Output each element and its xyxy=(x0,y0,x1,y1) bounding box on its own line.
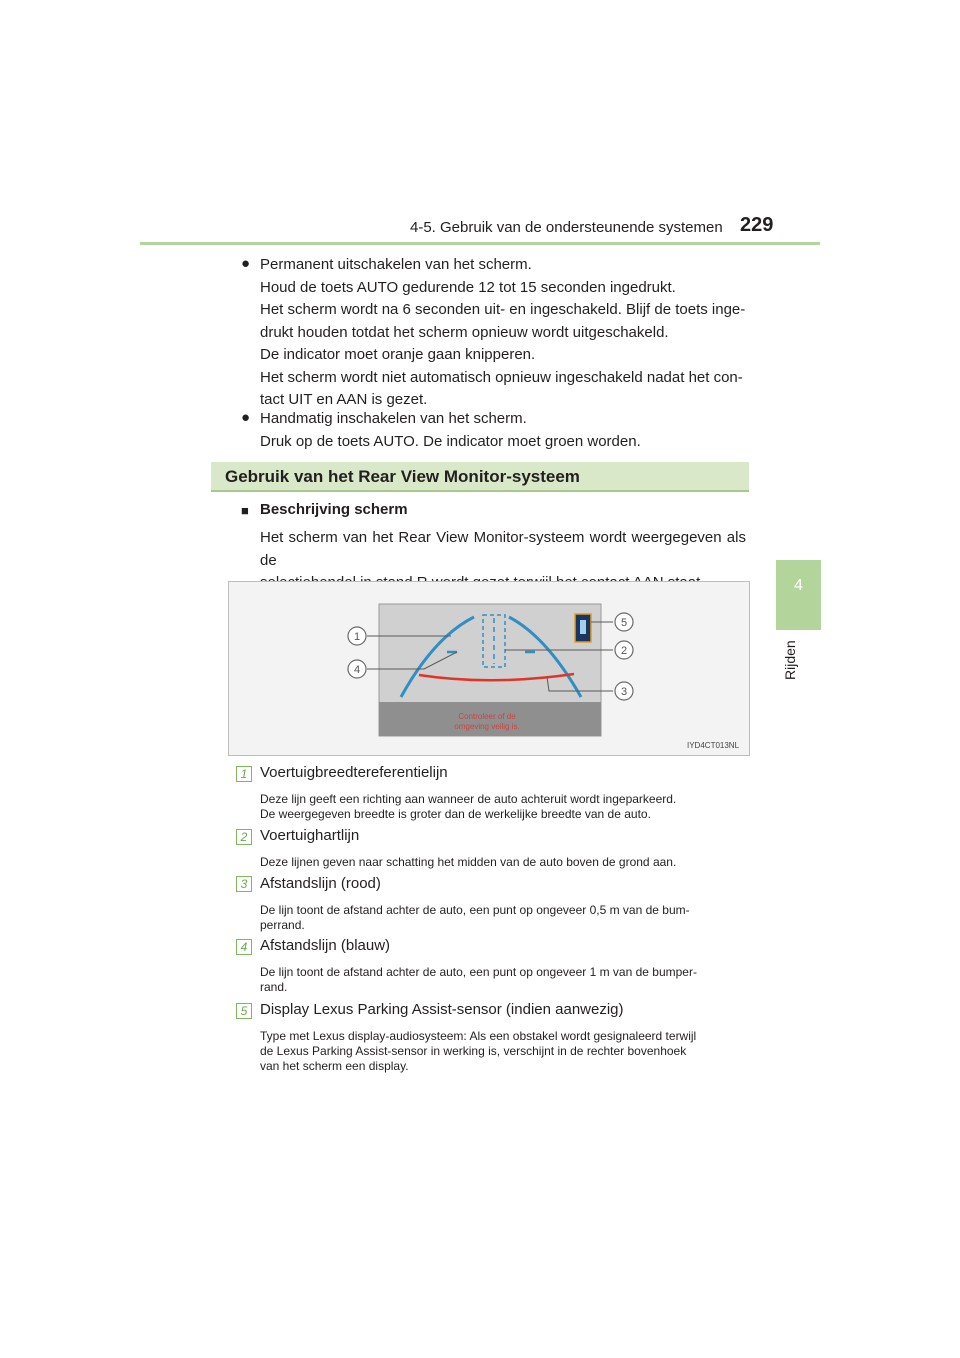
callout-2-label: 2 xyxy=(620,645,628,657)
text-line: van het scherm een display. xyxy=(260,1059,409,1073)
text-line: De indicator moet oranje gaan knipperen. xyxy=(260,346,536,363)
item-number-badge: 5 xyxy=(236,1003,252,1019)
running-header-section: 4-5. Gebruik van de ondersteunende systemen xyxy=(410,219,723,236)
text-line: Deze lijnen geven naar schatting het midden van de auto boven de grond aan. xyxy=(260,855,677,869)
callout-1-label: 1 xyxy=(353,631,361,643)
chapter-number: 4 xyxy=(794,577,803,594)
screen-message-line-1: Controleer of de xyxy=(458,712,516,721)
item-title: Afstandslijn (blauw) xyxy=(260,937,391,954)
item-title: Voertuigbreedtereferentielijn xyxy=(260,764,448,781)
text-line: Het scherm wordt na 6 seconden uit- en ingeschakeld. Blijf de toets inge- xyxy=(260,301,746,318)
text-line: Het scherm wordt niet automatisch opnieuw ingeschakeld nadat het con- xyxy=(260,368,743,386)
screen-message-line-2: omgeving veilig is. xyxy=(454,722,520,731)
text-line: tact UIT en AAN is gezet. xyxy=(260,391,428,408)
bullet-text-1 xyxy=(260,254,746,412)
text-line: Handmatig inschakelen van het scherm. xyxy=(260,410,527,427)
parking-sensor-car xyxy=(580,620,586,634)
callout-3-label: 3 xyxy=(620,686,628,698)
chapter-label: Rijden xyxy=(782,640,798,680)
text-line: Het scherm van het Rear View Monitor-systeem wordt weergegeven als de xyxy=(260,529,746,569)
item-description xyxy=(260,903,746,933)
text-line: perrand. xyxy=(260,918,305,932)
text-line: Druk op de toets AUTO. De indicator moet groen worden. xyxy=(260,432,641,450)
item-number-badge: 1 xyxy=(236,766,252,782)
bullet-text-2 xyxy=(260,408,746,453)
bullet-marker: ● xyxy=(241,409,251,426)
text-line: Type met Lexus display-audiosysteem: Als een obstakel wordt gesignaleerd terwijl xyxy=(260,1029,697,1043)
item-number-badge: 2 xyxy=(236,829,252,845)
rear-view-monitor-figure xyxy=(228,581,750,756)
figure-code: IYD4CT013NL xyxy=(687,741,740,750)
callout-4-label: 4 xyxy=(353,664,361,676)
item-description xyxy=(260,792,746,822)
subsection-title: Beschrijving scherm xyxy=(260,501,408,518)
item-title: Voertuighartlijn xyxy=(260,827,360,844)
item-title: Afstandslijn (rood) xyxy=(260,875,381,892)
text-line: drukt houden totdat het scherm opnieuw wordt uitgeschakeld. xyxy=(260,323,669,341)
item-number-badge: 4 xyxy=(236,939,252,955)
item-description xyxy=(260,1029,746,1074)
item-description xyxy=(260,965,746,995)
text-line: De lijn toont de afstand achter de auto, een punt op ongeveer 1 m van de bumper- xyxy=(260,965,697,979)
page-number: 229 xyxy=(740,214,774,236)
text-line: de Lexus Parking Assist-sensor in werking is, verschijnt in de rechter bovenhoek xyxy=(260,1044,687,1058)
header-rule xyxy=(140,242,820,245)
item-number-badge: 3 xyxy=(236,876,252,892)
text-line: De weergegeven breedte is groter dan de werkelijke breedte van de auto. xyxy=(260,807,651,821)
section-title: Gebruik van het Rear View Monitor-systeem xyxy=(225,467,580,486)
bullet-marker: ● xyxy=(241,255,251,272)
subsection-marker: ■ xyxy=(241,503,249,518)
monitor-illustration xyxy=(229,582,751,757)
chapter-tab xyxy=(776,560,821,630)
callout-5-label: 5 xyxy=(620,617,628,629)
text-line: Deze lijn geeft een richting aan wanneer de auto achteruit wordt ingeparkeerd. xyxy=(260,792,677,806)
text-line: De lijn toont de afstand achter de auto, een punt op ongeveer 0,5 m van de bum- xyxy=(260,903,690,917)
text-line: rand. xyxy=(260,980,288,994)
text-line: Permanent uitschakelen van het scherm. xyxy=(260,256,532,273)
item-description xyxy=(260,855,746,870)
text-line: Houd de toets AUTO gedurende 12 tot 15 seconden ingedrukt. xyxy=(260,278,676,296)
item-title: Display Lexus Parking Assist-sensor (indien aanwezig) xyxy=(260,1001,624,1018)
